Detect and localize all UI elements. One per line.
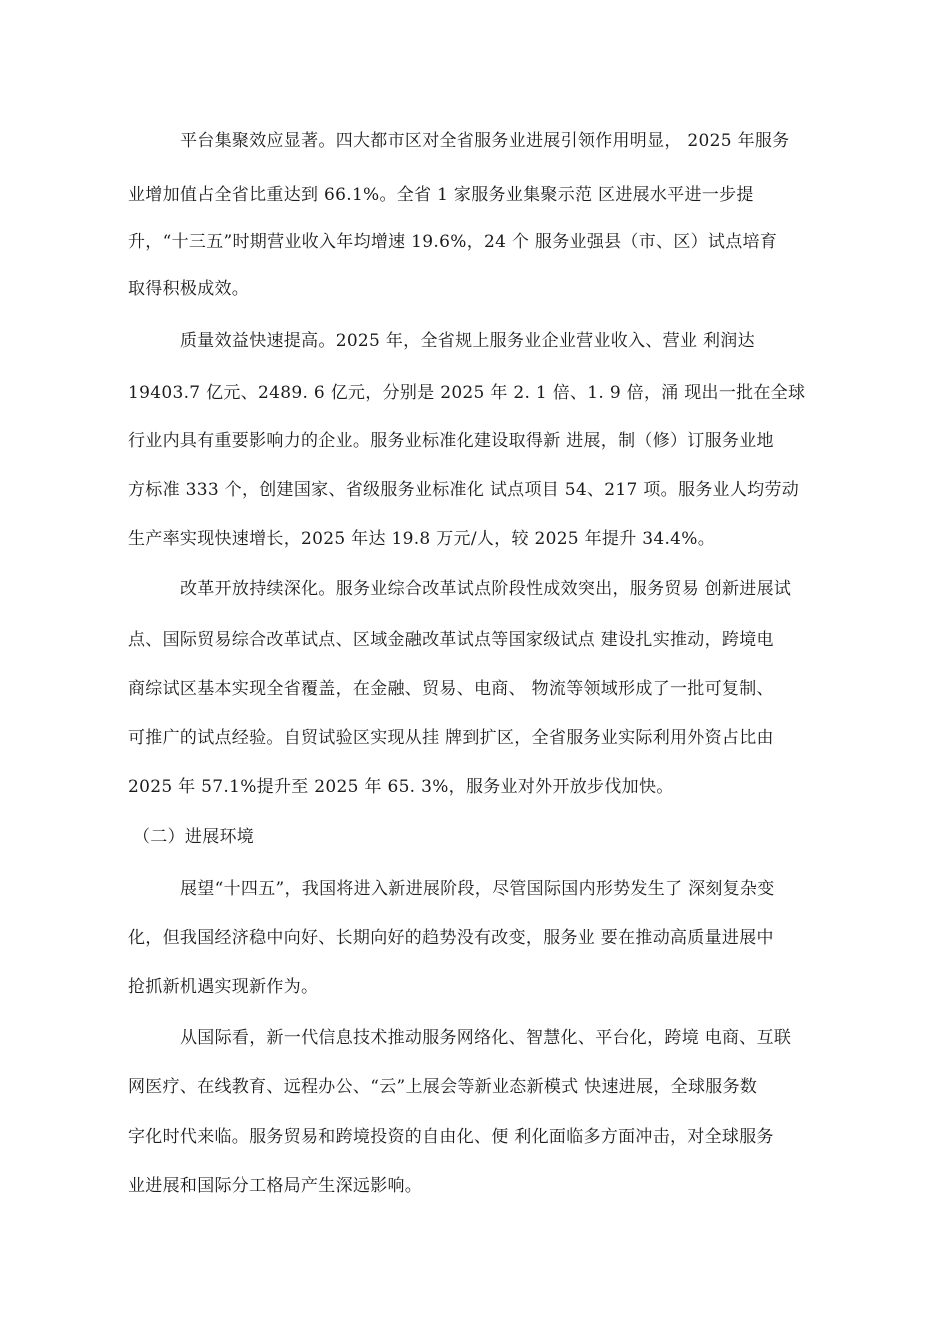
text-line: 升，“十三五”时期营业收入年均增速 19.6%，24 个 服务业强县（市、区）试点培育 [128,232,778,252]
text-line: 方标准 333 个，创建国家、省级服务业标准化 试点项目 54、217 项。服务业人均劳动 [128,480,800,500]
text-line: 行业内具有重要影响力的企业。服务业标准化建设取得新 进展，制（修）订服务业地 [128,431,774,451]
text-line: 生产率实现快速增长，2025 年达 19.8 万元/人，较 2025 年提升 34.4%。 [128,529,716,549]
text-line: 网医疗、在线教育、远程办公、“云”上展会等新业态新模式 快速进展，全球服务数 [128,1077,758,1097]
text-line: 19403.7 亿元、2489. 6 亿元，分别是 2025 年 2. 1 倍、1. 9 倍，涌 现出一批在全球 [128,383,806,403]
text-line: 质量效益快速提高。2025 年，全省规上服务业企业营业收入、营业 利润达 [180,331,755,351]
text-line: 化，但我国经济稳中向好、长期向好的趋势没有改变，服务业 要在推动高质量进展中 [128,928,774,948]
text-line: 抢抓新机遇实现新作为。 [128,977,319,997]
text-line: 商综试区基本实现全省覆盖，在金融、贸易、电商、 物流等领域形成了一批可复制、 [128,679,774,699]
text-line: 业增加值占全省比重达到 66.1%。全省 1 家服务业集聚示范 区进展水平进一步提 [128,185,754,205]
text-line: 2025 年 57.1%提升至 2025 年 65. 3%，服务业对外开放步伐加快。 [128,777,674,797]
text-line: 改革开放持续深化。服务业综合改革试点阶段性成效突出，服务贸易 创新进展试 [180,579,792,599]
section-heading: （二）进展环境 [133,827,255,847]
text-line: 点、国际贸易综合改革试点、区域金融改革试点等国家级试点 建设扎实推动，跨境电 [128,630,774,650]
text-line: 展望“十四五”，我国将进入新进展阶段，尽管国际国内形势发生了 深刻复杂变 [180,879,775,899]
text-line: 取得积极成效。 [128,279,250,299]
text-line: 业进展和国际分工格局产生深远影响。 [128,1176,423,1196]
text-line: 从国际看，新一代信息技术推动服务网络化、智慧化、平台化，跨境 电商、互联 [180,1028,792,1048]
text-line: 可推广的试点经验。自贸试验区实现从挂 牌到扩区，全省服务业实际利用外资占比由 [128,728,774,748]
text-line: 平台集聚效应显著。四大都市区对全省服务业进展引领作用明显， 2025 年服务 [180,131,790,151]
text-line: 字化时代来临。服务贸易和跨境投资的自由化、便 利化面临多方面冲击，对全球服务 [128,1127,774,1147]
